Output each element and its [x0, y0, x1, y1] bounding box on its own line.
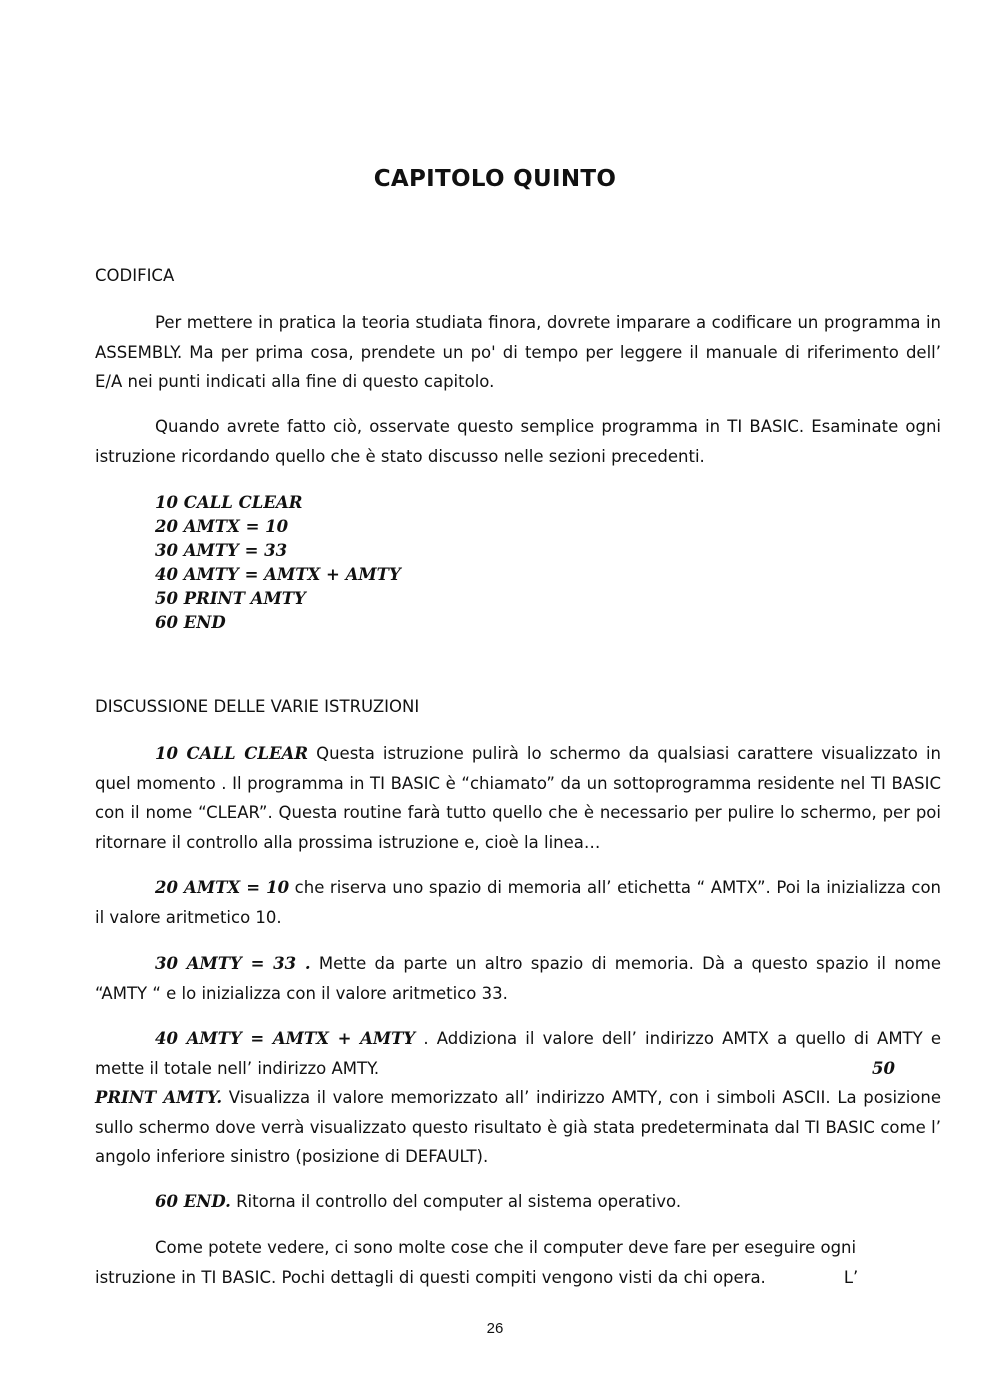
code-keyword: 20 AMTX = 10 [155, 878, 290, 897]
paragraph-tail: L’ [843, 1267, 859, 1287]
paragraph-call-clear [95, 739, 941, 857]
code-listing [155, 491, 401, 635]
paragraph-amty [95, 949, 941, 1008]
paragraph-text: Come potete vedere, ci sono molte cose che il computer deve fare per eseguire ogni istruzione in TI BASIC. Pochi dettagli di questi compiti vengono visti da chi opera. [95, 1238, 857, 1287]
chapter-title: CAPITOLO QUINTO [373, 166, 617, 192]
code-line: 30 AMTY = 33 [155, 541, 288, 560]
paragraph-sum [95, 1024, 941, 1083]
paragraph-end [95, 1187, 941, 1217]
section-heading-discussione: DISCUSSIONE DELLE VARIE ISTRUZIONI [95, 697, 420, 716]
paragraph-text: Questa istruzione pulirà lo schermo da qualsiasi carattere visualizzato in quel momento . Il programma in TI BASIC è “chiamato” da un sottoprogramma residente nel TI BASIC con il nome “CLEAR”. Questa routine farà tutto quello che è necessario per pulire lo schermo, per poi ritornare il controllo alla prossima istruzione e, cioè la linea… [95, 744, 941, 852]
paragraph-closing [95, 1233, 941, 1292]
paragraph-print [95, 1083, 941, 1172]
code-keyword: 30 AMTY = 33 . [155, 954, 311, 973]
paragraph-program-intro: Quando avrete fatto ciò, osservate questo semplice programma in TI BASIC. Esaminate ogni istruzione ricordando quello che è stato discusso nelle sezioni precedenti. [95, 417, 941, 466]
paragraph-text: . Addiziona il valore dell’ indirizzo AMTX a quello di AMTY e mette il totale nell’ indirizzo AMTY. [95, 1029, 942, 1078]
code-line: 40 AMTY = AMTX + AMTY [155, 565, 401, 584]
code-line: 60 END [155, 613, 226, 632]
code-keyword: 60 END. [155, 1192, 231, 1211]
paragraph-text: Visualizza il valore memorizzato all’ indirizzo AMTY, con i simboli ASCII. La posizione sullo schermo dove verrà visualizzato questo risultato è già stata predeterminata dal TI BASIC come l’ angolo inferiore sinistro (posizione di DEFAULT). [95, 1088, 942, 1166]
page-number: 26 [486, 1320, 504, 1337]
paragraph-text: Ritorna il controllo del computer al sistema operativo. [230, 1192, 682, 1211]
paragraph-amtx [95, 873, 941, 932]
paragraph-text: che riserva uno spazio di memoria all’ etichetta “ AMTX”. Poi la inizializza con il valore aritmetico 10. [95, 878, 941, 927]
code-line: 50 PRINT AMTY [155, 589, 306, 608]
section-heading-codifica: CODIFICA [95, 266, 175, 285]
code-keyword-tail: 50 [872, 1058, 895, 1078]
code-line: 10 CALL CLEAR [155, 493, 303, 512]
code-line: 20 AMTX = 10 [155, 517, 289, 536]
paragraph-intro: Per mettere in pratica la teoria studiata finora, dovrete imparare a codificare un programma in ASSEMBLY. Ma per prima cosa, prendete un po' di tempo per leggere il manuale di riferimento dell’ E/A nei punti indicati alla fine di questo capitolo. [95, 313, 941, 391]
paragraph-text: Mette da parte un altro spazio di memoria. Dà a questo spazio il nome “AMTY “ e lo inizializza con il valore aritmetico 33. [95, 954, 941, 1003]
code-keyword: 10 CALL CLEAR [155, 744, 309, 763]
code-keyword: 40 AMTY = AMTX + AMTY [155, 1029, 416, 1048]
code-keyword: PRINT AMTY. [95, 1088, 223, 1107]
